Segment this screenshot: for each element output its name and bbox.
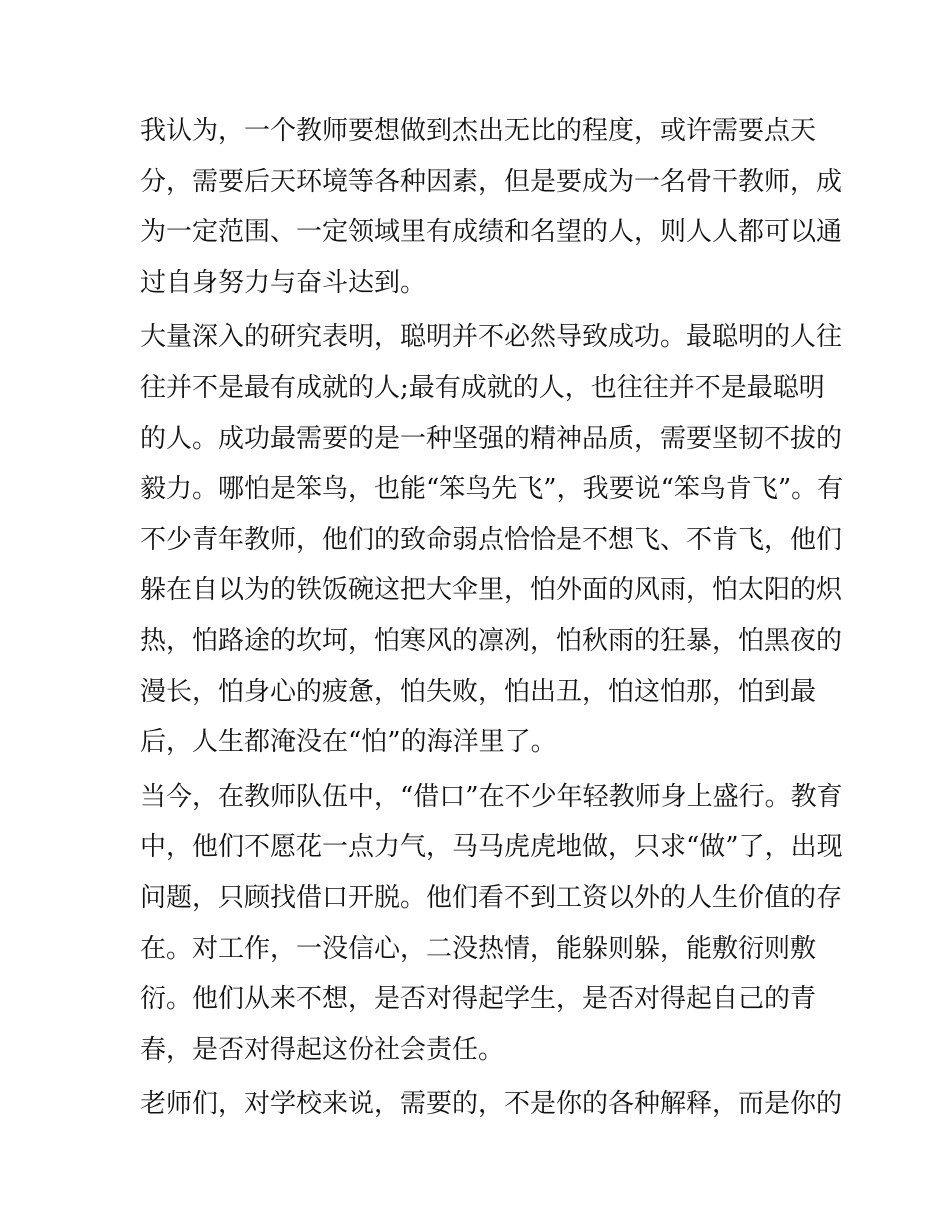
text-line: 衍。他们从来不想，是否对得起学生，是否对得起自己的青 (140, 984, 817, 1015)
text-line: 大量深入的研究表明，聪明并不必然导致成功。最聪明的人往 (140, 322, 843, 353)
text-line: 当今，在教师队伍中，“借口”在不少年轻教师身上盛行。教育 (140, 781, 843, 812)
text-line: 在。对工作，一没信心，二没热情，能躲则躲，能敷衍则敷 (140, 933, 817, 964)
document-body (140, 106, 844, 1134)
text-line: 毅力。哪怕是笨鸟，也能“笨鸟先飞”，我要说“笨鸟肯飞”。有 (140, 474, 844, 505)
text-line: 春，是否对得起这份社会责任。 (140, 1034, 505, 1065)
text-line: 后，人生都淹没在“怕”的海洋里了。 (140, 727, 557, 758)
paragraph-4 (140, 1079, 843, 1130)
text-line: 过自身努力与奋斗达到。 (140, 267, 427, 298)
text-line: 躲在自以为的铁饭碗这把大伞里，怕外面的风雨，怕太阳的炽 (140, 575, 843, 606)
text-line: 分，需要后天环境等各种因素，但是要成为一名骨干教师，成 (140, 166, 843, 197)
text-line: 老师们，对学校来说，需要的，不是你的各种解释，而是你的 (140, 1089, 843, 1120)
text-line: 中，他们不愿花一点力气，马马虎虎地做，只求“做”了，出现 (140, 832, 843, 863)
text-line: 问题，只顾找借口开脱。他们看不到工资以外的人生价值的存 (140, 882, 843, 913)
paragraph-2 (140, 312, 844, 767)
text-line: 的人。成功最需要的是一种坚强的精神品质，需要坚韧不拔的 (140, 423, 843, 454)
paragraph-1 (140, 106, 843, 308)
text-line: 不少青年教师，他们的致命弱点恰恰是不想飞、不肯飞，他们 (140, 524, 843, 555)
text-line: 漫长，怕身心的疲惫，怕失败，怕出丑，怕这怕那，怕到最 (140, 676, 817, 707)
text-line: 往并不是最有成就的人;最有成就的人，也往往并不是最聪明 (140, 372, 825, 403)
text-line: 热，怕路途的坎坷，怕寒风的凛冽，怕秋雨的狂暴，怕黑夜的 (140, 625, 843, 656)
paragraph-3 (140, 772, 843, 1076)
text-line: 我认为，一个教师要想做到杰出无比的程度，或许需要点天 (140, 116, 817, 146)
text-line: 为一定范围、一定领域里有成绩和名望的人，则人人都可以通 (140, 217, 843, 248)
